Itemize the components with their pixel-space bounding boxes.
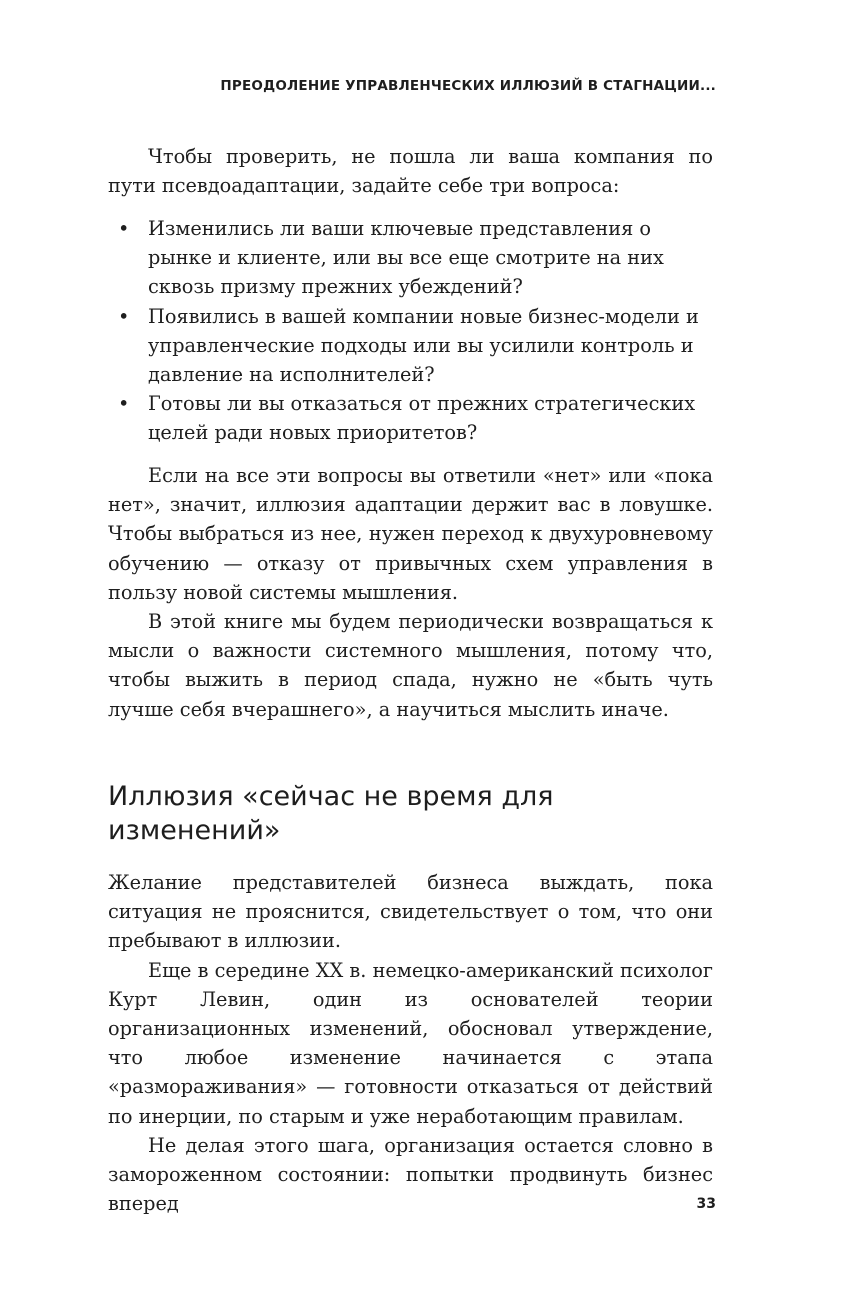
list-item-text: Изменились ли ваши ключевые представления о рынке и клиенте, или вы все еще смотрите на них сквозь призму прежних убеждений? — [148, 217, 664, 299]
section-body — [108, 868, 713, 1218]
bullet-icon: • — [118, 304, 130, 328]
running-head: ПРЕОДОЛЕНИЕ УПРАВЛЕНЧЕСКИХ ИЛЛЮЗИЙ В СТАГНАЦИИ... — [220, 78, 716, 94]
list-item — [108, 302, 713, 390]
bullet-icon: • — [118, 392, 130, 416]
list-item — [108, 214, 713, 302]
conclusion-block — [108, 461, 713, 724]
body-paragraph: Желание представителей бизнеса выждать, пока ситуация не прояснится, свидетельствует о том, что они пребывают в иллюзии. — [108, 871, 713, 953]
body-paragraph: Еще в середине XX в. немецко-американский психолог Курт Левин, один из основателей теории организационных изменений, обосновал утверждение, что любое изменение начинается с этапа «размораживания» — готовности отказаться от действий по инерции, по старым и уже неработающим правилам. — [108, 958, 713, 1128]
question-list — [108, 214, 713, 448]
list-item-text: Готовы ли вы отказаться от прежних стратегических целей ради новых приоритетов? — [148, 392, 696, 445]
intro-paragraph: Чтобы проверить, не пошла ли ваша компания по пути псевдоадаптации, задайте себе три вопроса: — [108, 145, 713, 198]
bullet-icon: • — [118, 217, 130, 240]
body-paragraph: Если на все эти вопросы вы ответили «нет» или «пока нет», значит, иллюзия адаптации держит вас в ловушке. Чтобы выбраться из нее, нужен переход к двухуровневому обучению — отказу от привычных схем управления в пользу новой системы мышления. — [108, 464, 713, 604]
body-paragraph: Не делая этого шага, организация остается словно в замороженном состоянии: попытки продвинуть бизнес вперед — [108, 1133, 713, 1216]
body-paragraph: В этой книге мы будем периодически возвращаться к мысли о важности системного мышления, потому что, чтобы выжить в период спада, нужно не «быть чуть лучше себя вчерашнего», а научиться мыслить иначе. — [108, 610, 713, 721]
section-heading: Иллюзия «сейчас не время для изменений» — [108, 781, 554, 846]
list-item — [108, 389, 713, 447]
page-number: 33 — [696, 1196, 716, 1212]
intro-block — [108, 142, 713, 200]
list-item-text: Появились в вашей компании новые бизнес-модели и управленческие подходы или вы усилили контроль и давление на исполнителей? — [148, 304, 699, 387]
